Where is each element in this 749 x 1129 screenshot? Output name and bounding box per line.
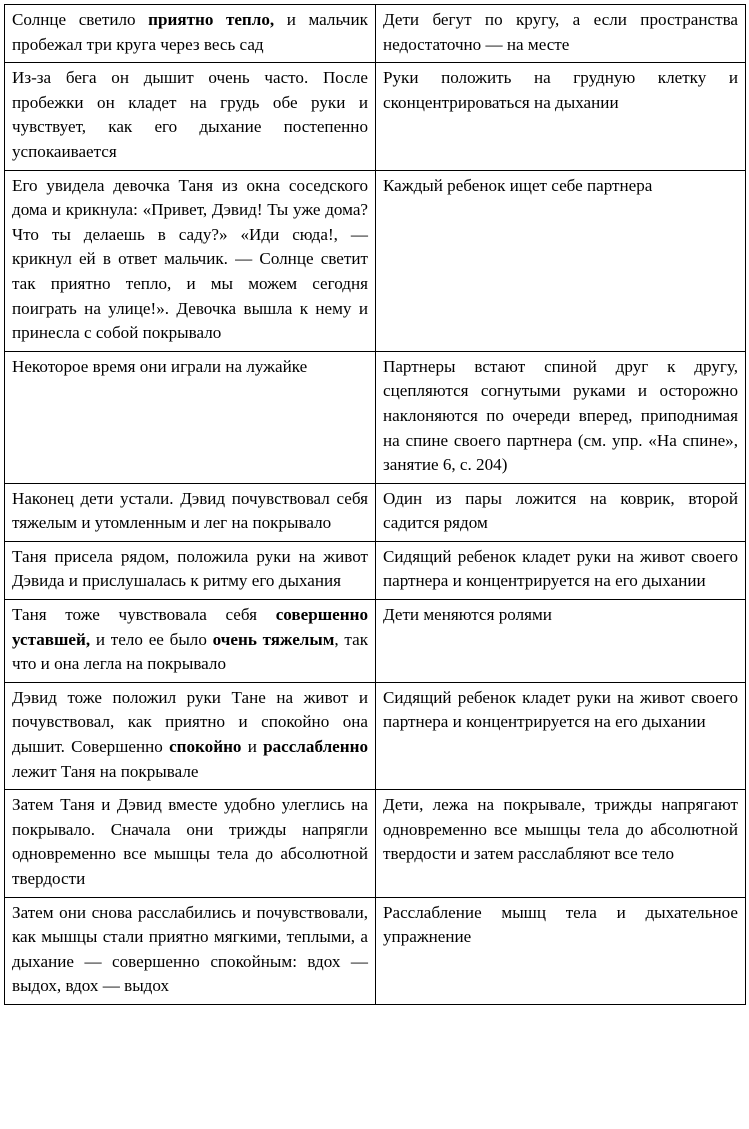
action-cell [376, 63, 746, 170]
emphasis-text: очень тяжелым [212, 629, 335, 649]
story-text [12, 174, 368, 346]
table-row [5, 170, 746, 351]
plain-text: Затем Таня и Дэвид вместе удобно улеглись на покрывало. Сначала они трижды напрягли одновременно все мышцы тела до абсолютной твердости [12, 795, 368, 888]
action-cell [376, 682, 746, 789]
action-cell [376, 897, 746, 1004]
emphasis-text: спокойно [169, 737, 242, 757]
plain-text: Дэвид тоже положил руки Тане на живот и почувствовал, как приятно и спокойно она дышит. Совершенно [12, 687, 368, 757]
story-text [12, 8, 368, 57]
story-text [12, 487, 368, 536]
action-text: Партнеры встают спиной друг к другу, сцепляются согнутыми руками и осторожно наклоняются по очереди вперед, приподнимая на спине своего партнера (см. упр. «На спине», занятие 6, с. 204) [383, 356, 738, 475]
action-cell [376, 483, 746, 541]
story-cell [5, 682, 376, 789]
table-row [5, 483, 746, 541]
story-cell [5, 5, 376, 63]
action-cell [376, 5, 746, 63]
plain-text: Затем они снова расслабились и почувствовали, как мышцы стали приятно мягкими, теплыми, а дыхание — совершенно спокойным: вдох — выдох, вдох — выдох [12, 902, 368, 996]
story-text [12, 901, 368, 999]
story-cell [5, 483, 376, 541]
table-body [5, 5, 746, 1005]
story-action-table [4, 4, 746, 1005]
table-row [5, 682, 746, 789]
table-row [5, 351, 746, 483]
plain-text: Его увидела девочка Таня из окна соседского дома и крикнула: «Привет, Дэвид! Ты уже дома? Что ты делаешь в саду?» «Иди сюда!, — крикнул ей в ответ мальчик. — Солнце светит так приятно тепло, и мы можем сегодня поиграть на улице!». Девочка вышла к нему и принесла с собой покрывало [12, 175, 368, 343]
action-text: Сидящий ребенок кладет руки на живот своего партнера и концентрируется на его дыхании [383, 546, 738, 591]
action-cell [376, 600, 746, 683]
table-row [5, 5, 746, 63]
story-text [12, 793, 368, 891]
action-cell [376, 541, 746, 599]
plain-text: , так что и она легла на покрывало [12, 629, 368, 674]
story-cell [5, 351, 376, 483]
table-row [5, 541, 746, 599]
action-cell [376, 170, 746, 351]
action-text: Каждый ребенок ищет себе партнера [383, 175, 653, 195]
story-text [12, 355, 368, 380]
plain-text: и тело ее было [90, 629, 213, 649]
story-cell [5, 170, 376, 351]
story-cell [5, 790, 376, 897]
story-text [12, 686, 368, 784]
emphasis-text: совершенно уставшей, [12, 605, 368, 649]
action-text: Один из пары ложится на коврик, второй садится рядом [383, 488, 738, 533]
action-cell [376, 790, 746, 897]
story-cell [5, 600, 376, 683]
action-text: Руки положить на грудную клетку и сконцентрироваться на дыхании [383, 68, 738, 112]
story-cell [5, 897, 376, 1004]
story-text [12, 603, 368, 677]
plain-text: Из-за бега он дышит очень часто. После пробежки он кладет на грудь обе руки и чувствует, как его дыхание постепенно успокаивается [12, 68, 368, 161]
action-text: Дети бегут по кругу, а если пространства недостаточно — на месте [383, 10, 738, 54]
action-cell [376, 351, 746, 483]
story-cell [5, 541, 376, 599]
emphasis-text: расслабленно [263, 737, 368, 757]
plain-text: Таня тоже чувствовала себя [12, 605, 276, 625]
table-row [5, 600, 746, 683]
action-text: Сидящий ребенок кладет руки на живот своего партнера и концентрируется на его дыхании [383, 687, 738, 732]
plain-text: Таня присела рядом, положила руки на живот Дэвида и прислушалась к ритму его дыхания [12, 546, 368, 591]
action-text: Расслабление мышц тела и дыхательное упражнение [383, 902, 738, 947]
table-row [5, 790, 746, 897]
plain-text: и мальчик пробежал три круга через весь сад [12, 10, 368, 54]
story-text [12, 545, 368, 594]
plain-text: Солнце светило [12, 10, 149, 29]
emphasis-text: приятно тепло, [148, 10, 275, 29]
action-text: Дети, лежа на покрывале, трижды напрягают одновременно все мышцы тела до абсолютной твердости и затем расслабляют все тело [383, 795, 738, 864]
story-cell [5, 63, 376, 170]
table-row [5, 63, 746, 170]
plain-text: Наконец дети устали. Дэвид почувствовал себя тяжелым и утомленным и лег на покрывало [12, 488, 368, 533]
plain-text: Некоторое время они играли на лужайке [12, 356, 308, 376]
plain-text: и [241, 737, 264, 757]
story-text [12, 66, 368, 164]
plain-text: лежит Таня на покрывале [12, 761, 199, 781]
action-text: Дети меняются ролями [383, 605, 552, 625]
table-row [5, 897, 746, 1004]
